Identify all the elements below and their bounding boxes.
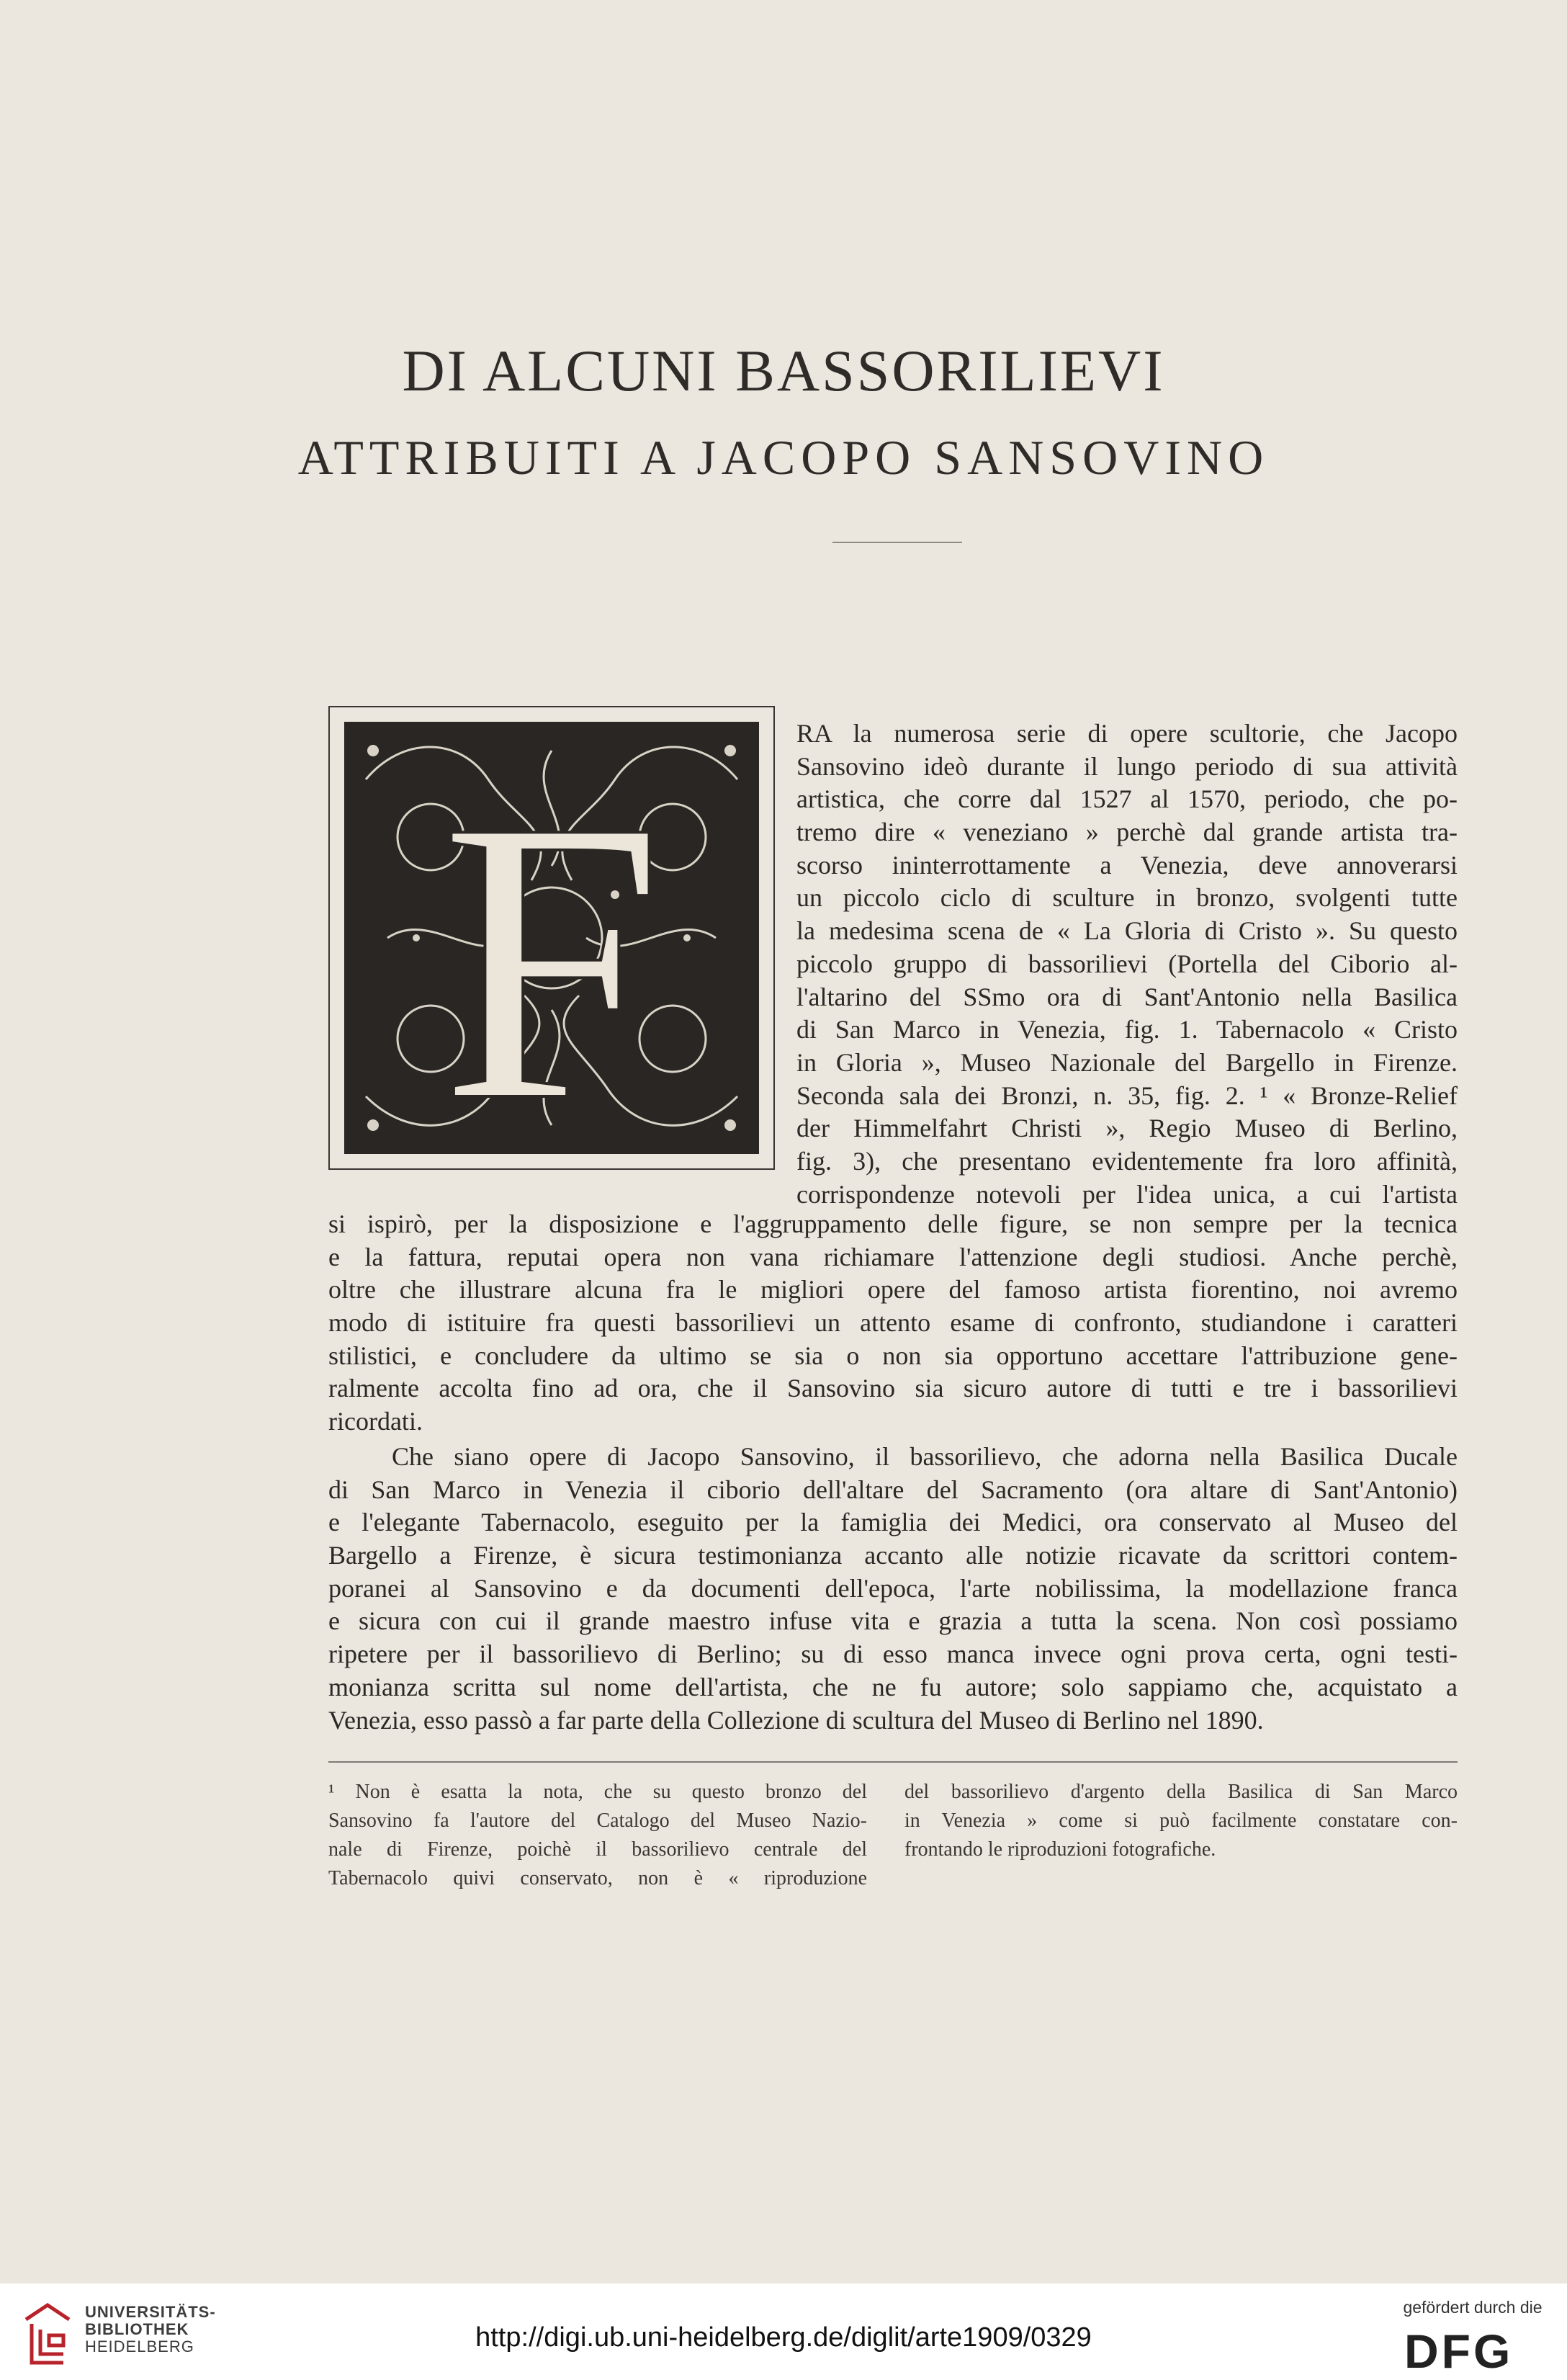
text-line: e sicura con cui il grande maestro infuse vita e grazia a tutta la scena. Non così possiamo	[328, 1606, 1458, 1636]
text-line: di San Marco in Venezia il ciborio dell'altare del Sacramento (ora altare di Sant'Antonio)	[328, 1475, 1458, 1504]
text-line: stilistici, e concludere da ultimo se sia o non sia opportuno accettare l'attribuzione gene-	[328, 1341, 1458, 1370]
footnote-line: in Venezia » come si può facilmente constatare con-	[904, 1809, 1458, 1832]
text-line: ricordati.	[328, 1407, 423, 1436]
footnote-column-left	[328, 1778, 867, 1893]
footnote-line: frontando le riproduzioni fotografiche.	[904, 1838, 1216, 1861]
text-line: piccolo gruppo di bassorilievi (Portella del Ciborio al-	[796, 949, 1458, 978]
text-line: tremo dire « veneziano » perchè dal grande artista tra-	[796, 818, 1458, 847]
text-line: scorso ininterrottamente a Venezia, deve annoverarsi	[796, 850, 1458, 880]
text-line: Che siano opere di Jacopo Sansovino, il bassorilievo, che adorna nella Basilica Ducale	[392, 1442, 1458, 1471]
text-line: oltre che illustrare alcuna fra le migliori opere del famoso artista fiorentino, noi avremo	[328, 1275, 1458, 1305]
text-line: di San Marco in Venezia, fig. 1. Tabernacolo « Cristo	[796, 1015, 1458, 1044]
library-name-line: BIBLIOTHEK	[85, 2320, 189, 2338]
text-line: l'altarino del SSmo ora di Sant'Antonio nella Basilica	[796, 982, 1458, 1011]
footnote-column-right	[904, 1778, 1458, 1864]
article-title: DI ALCUNI BASSORILIEVI	[402, 338, 1165, 403]
ornamental-initial-icon	[344, 722, 759, 1154]
permalink-url[interactable]: http://digi.ub.uni-heidelberg.de/diglit/arte1909/0329	[475, 2322, 1092, 2353]
footnote-line: nale di Firenze, poichè il bassorilievo centrale del	[328, 1838, 867, 1861]
text-line: artistica, che corre dal 1527 al 1570, periodo, che po-	[796, 784, 1458, 814]
paragraph-1-beside-initial	[796, 717, 1458, 1211]
paragraph-1-continued	[328, 1208, 1458, 1439]
ornamental-initial	[328, 706, 775, 1170]
text-line: in Gloria », Museo Nazionale del Bargello in Firenze.	[796, 1047, 1458, 1077]
text-line: fig. 3), che presentano evidentemente fra loro affinità,	[796, 1146, 1458, 1176]
dfg-logo: DFG	[1404, 2325, 1514, 2378]
text-line: e la fattura, reputai opera non vana richiamare l'attenzione degli studiosi. Anche perchè,	[328, 1242, 1458, 1271]
footnote-divider	[328, 1761, 1458, 1763]
text-line: der Himmelfahrt Christi », Regio Museo di Berlino,	[796, 1114, 1458, 1143]
paragraph-2	[328, 1441, 1458, 1737]
text-line: Sansovino ideò durante il lungo periodo di sua attività	[796, 751, 1458, 781]
text-line: Venezia, esso passò a far parte della Collezione di scultura del Museo di Berlino nel 1890.	[328, 1705, 1264, 1735]
footnote-line: Tabernacolo quivi conservato, non è « riproduzione	[328, 1867, 867, 1889]
text-line: un piccolo ciclo di sculture in bronzo, svolgenti tutte	[796, 883, 1458, 913]
text-line: modo di istituire fra questi bassorilievi un attento esame di confronto, studiandone i caratteri	[328, 1308, 1458, 1338]
text-line: si ispirò, per la disposizione e l'aggruppamento delle figure, se non sempre per la tecnica	[328, 1209, 1458, 1238]
footnote-line: Sansovino fa l'autore del Catalogo del Museo Nazio-	[328, 1809, 867, 1832]
text-line: ralmente accolta fino ad ora, che il Sansovino sia sicuro autore di tutti e tre i bassorilievi	[328, 1374, 1458, 1403]
text-line: Seconda sala dei Bronzi, n. 35, fig. 2. ¹ « Bronze-Relief	[796, 1081, 1458, 1110]
footnote-line: del bassorilievo d'argento della Basilica di San Marco	[904, 1781, 1458, 1803]
text-line: poranei al Sansovino e da documenti dell'epoca, l'arte nobilissima, la modellazione franca	[328, 1573, 1458, 1603]
library-name-line: HEIDELBERG	[85, 2338, 194, 2356]
funding-caption: gefördert durch die	[1403, 2298, 1543, 2317]
text-line: ripetere per il bassorilievo di Berlino; su di esso manca invece ogni prova certa, ogni testi-	[328, 1639, 1458, 1669]
drop-cap-letter: F	[439, 738, 664, 1154]
library-name-line: UNIVERSITÄTS-	[85, 2303, 216, 2321]
article-subtitle: ATTRIBUITI A JACOPO SANSOVINO	[297, 430, 1270, 485]
text-line: corrispondenze notevoli per l'idea unica, a cui l'artista	[796, 1179, 1458, 1209]
text-line: Bargello a Firenze, è sicura testimonianza accanto alle notizie ricavate da scrittori contem-	[328, 1541, 1458, 1570]
text-line: monianza scritta sul nome dell'artista, che ne fu autore; solo sappiamo che, acquistato a	[328, 1672, 1458, 1701]
title-divider	[832, 542, 962, 543]
text-line: e l'elegante Tabernacolo, eseguito per la famiglia dei Medici, ora conservato al Museo del	[328, 1508, 1458, 1537]
text-line: RA la numerosa serie di opere scultorie, che Jacopo	[796, 719, 1458, 748]
text-line: la medesima scena de « La Gloria di Cristo ». Su questo	[796, 916, 1458, 946]
footnote-line: ¹ Non è esatta la nota, che su questo bronzo del	[328, 1781, 867, 1803]
